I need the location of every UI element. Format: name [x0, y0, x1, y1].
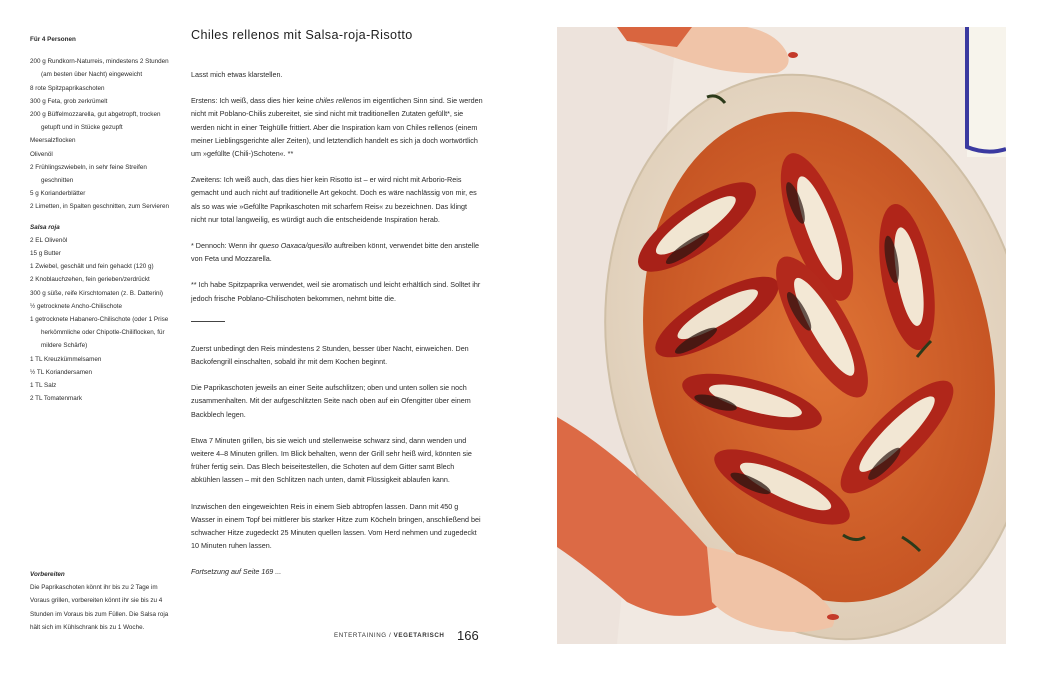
step-paragraph: Zuerst unbedingt den Reis mindestens 2 Stunden, besser über Nacht, einweichen. Den Backofengrill einschalten, sobald ihr mit dem Kochen beginnt.: [191, 343, 469, 367]
ingredient-item: 1 TL Salz: [30, 382, 57, 390]
text-span: * Dennoch: Wenn ihr: [191, 241, 260, 251]
ingredient-item: 1 getrocknete Habanero-Chilischote (oder 1 Prise herkömmliche oder Chipotle-Chiliflocken, für mildere Schärfe): [30, 316, 169, 350]
ingredients-column: [30, 33, 170, 405]
paragraph-second: Zweitens: Ich weiß auch, das dies hier kein Risotto ist – er wird nicht mit Arborio-Reis gemacht und auch nicht auf traditionelle Art gekocht. Doch es wäre nachlässig von mir, es als so was wie »Gefüllte Paprikaschoten mit scharfem Reis« zu bezeichnen. Das klingt nicht nur total langweilig, es würdigt auch die entscheidende Inspiration herab.: [191, 175, 477, 224]
emphasis-text: Fortsetzung auf Seite 169 ...: [191, 567, 282, 577]
ingredient-item: 2 EL Olivenöl: [30, 236, 68, 244]
ingredient-item: 15 g Butter: [30, 250, 61, 258]
ingredient-item: ½ getrocknete Ancho-Chilischote: [30, 302, 123, 310]
salsa-heading: Salsa roja: [30, 223, 60, 231]
ingredient-item: 5 g Korianderblätter: [30, 190, 86, 198]
text-span: auftreiben könnt, verwendet bitte den anstelle von Feta und Mozzarella.: [191, 241, 479, 264]
prep-heading: Vorbereiten: [30, 571, 65, 578]
emphasis-text: chiles rellenos: [315, 96, 362, 106]
ingredient-item: 1 Zwiebel, geschält und fein gehackt (120 g): [30, 263, 154, 271]
ingredient-item: ½ TL Koriandersamen: [30, 368, 92, 376]
food-photo: [557, 27, 1006, 644]
ingredient-item: 300 g süße, reife Kirschtomaten (z. B. Datterini): [30, 289, 163, 297]
text-span: im eigentlichen Sinn sind. Sie werden nicht mit Poblano-Chilis zubereitet, sie sind nicht mit traditionellen Zutaten gefüllt*, sie werden nicht in einer Teighülle frittiert. Aber die Inspiration kam von Chiles rellenos (einem meiner Lieblingsgerichte aller Zeiten), und letztendlich handelt es sich ja doch wortwörtlich um »gefüllte (Chili-)Schoten«. **: [191, 96, 483, 159]
prep-text: Die Paprikaschoten könnt ihr bis zu 2 Tage im Voraus grillen, vorbereiten könnt ihr sie bis zu 4 Stunden im Voraus bis zum Füllen. Die Salsa roja hält sich im Kühlschrank bis zu 1 Woche.: [30, 584, 169, 631]
page-number: 166: [457, 628, 479, 643]
paragraph-first: [191, 94, 483, 160]
recipe-column: [191, 26, 483, 592]
text-span: Erstens: Ich weiß, dass dies hier keine: [191, 96, 316, 106]
recipe-title: Chiles rellenos mit Salsa-roja-Risotto: [191, 28, 413, 42]
emphasis-text: queso Oaxaca/quesillo: [259, 241, 332, 251]
ingredient-item: 2 Limetten, in Spalten geschnitten, zum Servieren: [30, 203, 169, 211]
intro-paragraph: Lasst mich etwas klarstellen.: [191, 70, 283, 79]
ingredient-item: 2 Frühlingszwiebeln, in sehr feine Streifen geschnitten: [30, 163, 147, 185]
ingredient-item: 1 TL Kreuzkümmelsamen: [30, 355, 102, 363]
prep-note: [30, 568, 170, 634]
salsa-ingredient-list: [30, 234, 170, 406]
step-paragraph: Die Paprikaschoten jeweils an einer Seite aufschlitzen; oben und unten sollen sie noch zusammenhalten. Mit der aufgeschlitzten Seite nach oben auf ein Ofengitter über einem Backblech legen.: [191, 383, 471, 419]
ingredient-item: Meersalzflocken: [30, 137, 76, 145]
ingredient-list: [30, 55, 170, 213]
step-paragraph: Inzwischen den eingeweichten Reis in einem Sieb abtropfen lassen. Dann mit 450 g Wasser in einem Topf bei mittlerer bis starker Hitze zum Köcheln bringen, anschließend bei schwacher Hitze zugedeckt 25 Minuten quellen lassen. Vom Herd nehmen und zugedeckt 10 Minuten ruhen lassen.: [191, 501, 481, 551]
step-paragraph: Etwa 7 Minuten grillen, bis sie weich und stellenweise schwarz sind, dann wenden und weitere 4–8 Minuten grillen. Im Blick behalten, wenn der Grill sehr heiß wird, könnten sie früher fertig sein. Das Blech beiseitestellen, die Schoten auf dem Gitter samt Blech abkühlen lassen – mit den Schlitzen nach unten, damit Flüssigkeit ablaufen kann.: [191, 435, 472, 485]
continued-note: [191, 565, 483, 578]
glass: [967, 27, 1006, 157]
food-photo-illustration: [557, 27, 1006, 644]
section-divider: [191, 321, 225, 322]
ingredient-item: Olivenöl: [30, 150, 53, 158]
ingredient-item: 8 rote Spitzpaprikaschoten: [30, 84, 105, 92]
servings-heading: Für 4 Personen: [30, 36, 76, 43]
ingredient-item: 2 TL Tomatenmark: [30, 395, 83, 403]
page-footer: [334, 632, 445, 639]
footnote-one: [191, 239, 483, 265]
ingredient-item: 200 g Rundkorn-Naturreis, mindestens 2 Stunden (am besten über Nacht) eingeweicht: [30, 58, 169, 79]
ingredient-item: 300 g Feta, grob zerkrümelt: [30, 97, 108, 105]
ingredient-item: 200 g Büffelmozzarella, gut abgetropft, trocken getupft und in Stücke gezupft: [30, 111, 161, 132]
ingredient-item: 2 Knoblauchzehen, fein gerieben/zerdrückt: [30, 276, 150, 284]
footer-section: ENTERTAINING /: [334, 632, 394, 639]
footer-category: VEGETARISCH: [393, 632, 445, 639]
footnote-two: ** Ich habe Spitzpaprika verwendet, weil sie aromatisch und leicht erhältlich sind. Solltet ihr jedoch frische Poblano-Chilischoten bekommen, nehmt bitte die.: [191, 280, 481, 303]
